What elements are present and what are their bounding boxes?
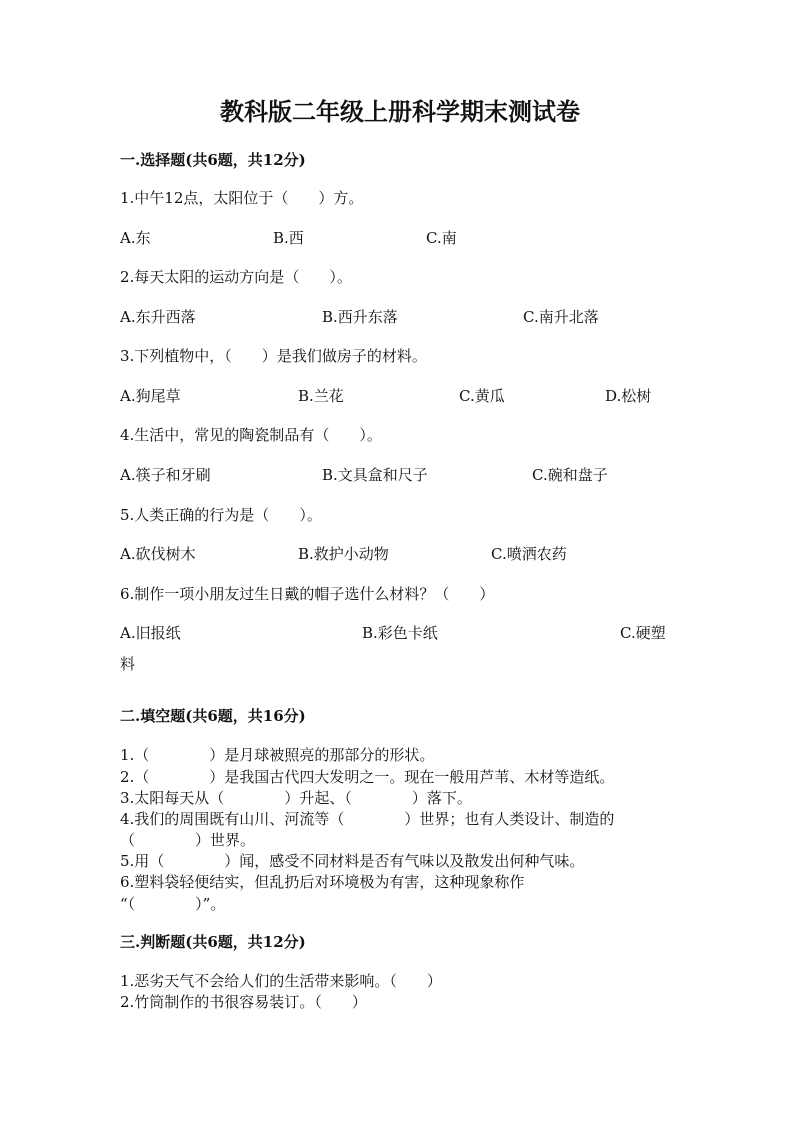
option: A.筷子和牙刷 [120, 466, 211, 484]
option: B.兰花 [298, 387, 344, 405]
question-stem: 5.人类正确的行为是（ ）。 [120, 506, 322, 524]
option: C.喷洒农药 [491, 545, 567, 563]
fill-line: 4.我们的周围既有山川、河流等（ ）世界；也有人类设计、制造的 [120, 810, 615, 828]
judge-line: 2.竹筒制作的书很容易装订。（ ） [120, 993, 367, 1011]
question-stem: 2.每天太阳的运动方向是（ ）。 [120, 268, 352, 286]
fill-line: （ ）世界。 [120, 831, 256, 849]
option: A.旧报纸 [120, 624, 181, 642]
option: B.救护小动物 [298, 545, 389, 563]
option: A.东升西落 [120, 308, 196, 326]
question-stem: 6.制作一项小朋友过生日戴的帽子选什么材料？（ ） [120, 585, 495, 603]
question-stem: 4.生活中，常见的陶瓷制品有（ ）。 [120, 426, 382, 444]
section-heading-fill: 二.填空题(共6题，共16分) [120, 707, 306, 725]
section-heading-judge: 三.判断题(共6题，共12分) [120, 933, 306, 951]
fill-line: 3.太阳每天从（ ）升起、（ ）落下。 [120, 789, 472, 807]
judge-line: 1.恶劣天气不会给人们的生活带来影响。（ ） [120, 972, 442, 990]
option: B.西 [273, 229, 304, 247]
fill-line: 2.（ ）是我国古代四大发明之一。现在一般用芦苇、木材等造纸。 [120, 768, 615, 786]
section-heading-choice: 一.选择题(共6题，共12分) [120, 151, 306, 169]
option: A.东 [120, 229, 151, 247]
option: B.文具盒和尺子 [322, 466, 428, 484]
option-wrap: 料 [120, 655, 136, 673]
option: C.南升北落 [523, 308, 599, 326]
option: C.碗和盘子 [532, 466, 608, 484]
option: B.西升东落 [322, 308, 398, 326]
option: C.硬塑 [620, 624, 666, 642]
question-stem: 1.中午12点，太阳位于（ ）方。 [120, 189, 364, 207]
option: B.彩色卡纸 [362, 624, 438, 642]
fill-line: 6.塑料袋轻便结实，但乱扔后对环境极为有害，这种现象称作 [120, 873, 525, 891]
option: A.狗尾草 [120, 387, 181, 405]
question-stem: 3.下列植物中，（ ）是我们做房子的材料。 [120, 347, 427, 365]
option: D.松树 [605, 387, 652, 405]
fill-line: 5.用（ ）闻，感受不同材料是否有气味以及散发出何种气味。 [120, 852, 585, 870]
page-title: 教科版二年级上册科学期末测试卷 [220, 97, 580, 126]
option: C.黄瓜 [459, 387, 505, 405]
fill-line: “（ ）”。 [120, 895, 226, 913]
option: A.砍伐树木 [120, 545, 196, 563]
option: C.南 [426, 229, 457, 247]
fill-line: 1.（ ）是月球被照亮的那部分的形状。 [120, 746, 435, 764]
